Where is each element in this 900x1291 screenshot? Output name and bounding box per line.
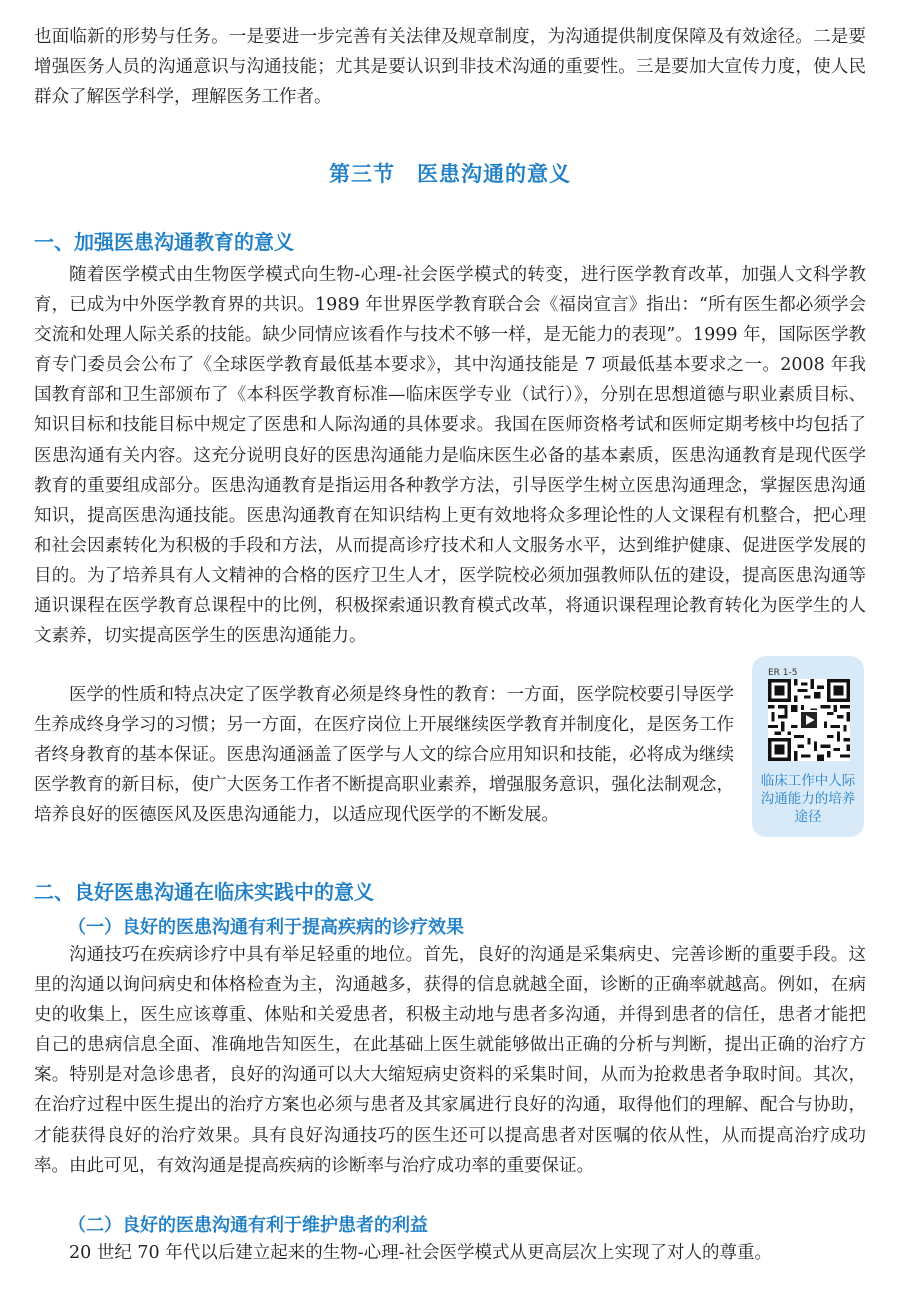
paragraph-3: 沟通技巧在疾病诊疗中具有举足轻重的地位。首先，良好的沟通是采集病史、完善诊断的重要手段。这里的沟通以询问病史和体格检查为主，沟通越多，获得的信息就越全面，诊断的正确率就越高。例如，在病史的收集上，医生应该尊重、体贴和关爱患者，积极主动地与患者多沟通，并得到患者的信任，患者才能把自己的患病信息全面、准确地告知医生，在此基础上医生就能够做出正确的分析与判断，提出正确的治疗方案。特别是对急诊患者，良好的沟通可以大大缩短病史资料的采集时间，从而为抢救患者争取时间。其次，在治疗过程中医生提出的治疗方案也必须与患者及其家属进行良好的沟通，取得他们的理解、配合与协助，才能获得良好的治疗效果。具有良好沟通技巧的医生还可以提高患者对医嘱的依从性，从而提高治疗成功率。由此可见，有效沟通是提高疾病的诊断率与治疗成功率的重要保证。 <box>34 945 866 1176</box>
qr-code-image[interactable] <box>768 679 850 761</box>
intro-paragraph: 也面临新的形势与任务。一是要进一步完善有关法律及规章制度，为沟通提供制度保障及有效途径。二是要增强医务人员的沟通意识与沟通技能；尤其是要认识到非技术沟通的重要性。三是要加大宣传力度，使人民群众了解医学科学，理解医务工作者。 <box>34 27 866 108</box>
heading-2: 二、良好医患沟通在临床实践中的意义 <box>34 880 374 904</box>
paragraph-1: 随着医学模式由生物医学模式向生物-心理-社会医学模式的转变，进行医学教育改革，加强人文科学教育，已成为中外医学教育界的共识。1989 年世界医学教育联合会《福岗宣言》指出：“所有医生都必须学会交流和处理人际关系的技能。缺少同情应该看作与技术不够一样，是无能力的表现”。1999 年，国际医学教育专门委员会公布了《全球医学教育最低基本要求》，其中沟通技能是 7 项最低基本要求之一。2008 年我国教育部和卫生部颁布了《本科医学教育标准—临床医学专业（试行）》，分别在思想道德与职业素质目标、知识目标和技能目标中规定了医患和人际沟通的具体要求。我国在医师资格考试和医师定期考核中均包括了医患沟通有关内容。这充分说明良好的医患沟通能力是临床医生必备的基本素质，医患沟通教育是现代医学教育的重要组成部分。医患沟通教育是指运用各种教学方法，引导医学生树立医患沟通理念，掌握医患沟通知识，提高医患沟通技能。医患沟通教育在知识结构上更有效地将众多理论性的人文课程有机整合，把心理和社会因素转化为积极的手段和方法，从而提高诊疗技术和人文服务水平，达到维护健康、促进医学发展的目的。为了培养具有人文精神的合格的医疗卫生人才，医学院校必须加强教师队伍的建设，提高医患沟通等通识课程在医学教育总课程中的比例，积极探索通识教育模式改革，将通识课程理论教育转化为医学生的人文素养，切实提高医学生的医患沟通能力。 <box>34 265 866 647</box>
qr-resource-card[interactable] <box>752 656 864 837</box>
section-title: 第三节 医患沟通的意义 <box>329 162 571 186</box>
subheading-1: （一）良好的医患沟通有利于提高疾病的诊疗效果 <box>68 917 464 938</box>
heading-1: 一、加强医患沟通教育的意义 <box>34 230 294 254</box>
qr-caption: 临床工作中人际沟通能力的培养途径 <box>760 773 856 825</box>
subheading-2: （二）良好的医患沟通有利于维护患者的利益 <box>68 1215 428 1236</box>
paragraph-4: 20 世纪 70 年代以后建立起来的生物-心理-社会医学模式从更高层次上实现了对人的尊重。 <box>69 1243 773 1263</box>
qr-code-id: ER 1-5 <box>768 668 798 678</box>
paragraph-2: 医学的性质和特点决定了医学教育必须是终身性的教育：一方面，医学院校要引导医学生养成终身学习的习惯；另一方面，在医疗岗位上开展继续医学教育并制度化，是医务工作者终身教育的基本保证。医患沟通涵盖了医学与人文的综合应用知识和技能，必将成为继续医学教育的新目标，使广大医务工作者不断提高职业素养，增强服务意识，强化法制观念，培养良好的医德医风及医患沟通能力，以适应现代医学的不断发展。 <box>34 685 734 826</box>
